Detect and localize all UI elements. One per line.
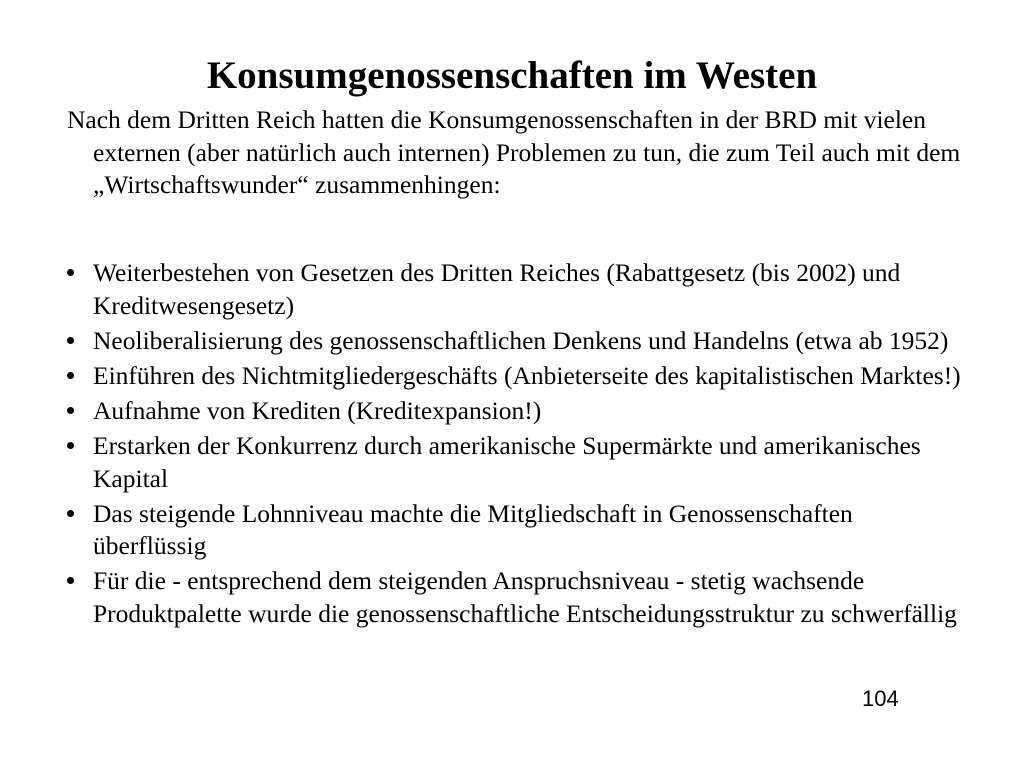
bullet-dot-icon	[67, 269, 74, 276]
bullet-text: Erstarken der Konkurrenz durch amerikanische Supermärkte und amerikanisches Kapital	[93, 430, 921, 493]
bullet-text: Aufnahme von Krediten (Kreditexpansion!)	[93, 395, 542, 425]
intro-paragraph: Nach dem Dritten Reich hatten die Konsumgenossenschaften in der BRD mit vielen externen (aber natürlich auch internen) Problemen zu tun, die zum Teil auch mit dem „Wirtschaftswunder“ zusammenhingen:	[67, 105, 961, 200]
bullet-text: Weiterbestehen von Gesetzen des Dritten Reiches (Rabattgesetz (bis 2002) und Kreditwesengesetz)	[93, 258, 901, 320]
bullet-item-5	[67, 430, 967, 495]
bullet-item-1	[67, 257, 967, 322]
bullet-item-7	[67, 565, 967, 630]
bullet-dot-icon	[67, 577, 74, 584]
bullet-item-2	[67, 325, 967, 358]
bullet-dot-icon	[67, 407, 74, 414]
bullet-item-3	[67, 360, 967, 393]
bullet-item-4	[67, 395, 967, 428]
bullet-dot-icon	[67, 372, 74, 379]
page-number: 104	[862, 686, 899, 711]
bullet-text: Für die - entsprechend dem steigenden Anspruchsniveau - stetig wachsende Produktpalette wurde die genossenschaftliche Entscheidungsstruktur zu schwerfällig	[93, 566, 957, 628]
bullet-list	[67, 257, 967, 633]
slide-title: Konsumgenossenschaften im Westen	[206, 54, 818, 97]
bullet-dot-icon	[67, 510, 74, 517]
bullet-text: Das steigende Lohnniveau machte die Mitgliedschaft in Genossenschaften überflüssig	[93, 498, 853, 561]
bullet-text: Einführen des Nichtmitgliedergeschäfts (Anbieterseite des kapitalistischen Marktes!)	[93, 360, 961, 390]
bullet-dot-icon	[67, 337, 74, 344]
bullet-text: Neoliberalisierung des genossenschaftlichen Denkens und Handelns (etwa ab 1952)	[93, 325, 949, 355]
bullet-dot-icon	[67, 442, 74, 449]
bullet-item-6	[67, 498, 967, 563]
